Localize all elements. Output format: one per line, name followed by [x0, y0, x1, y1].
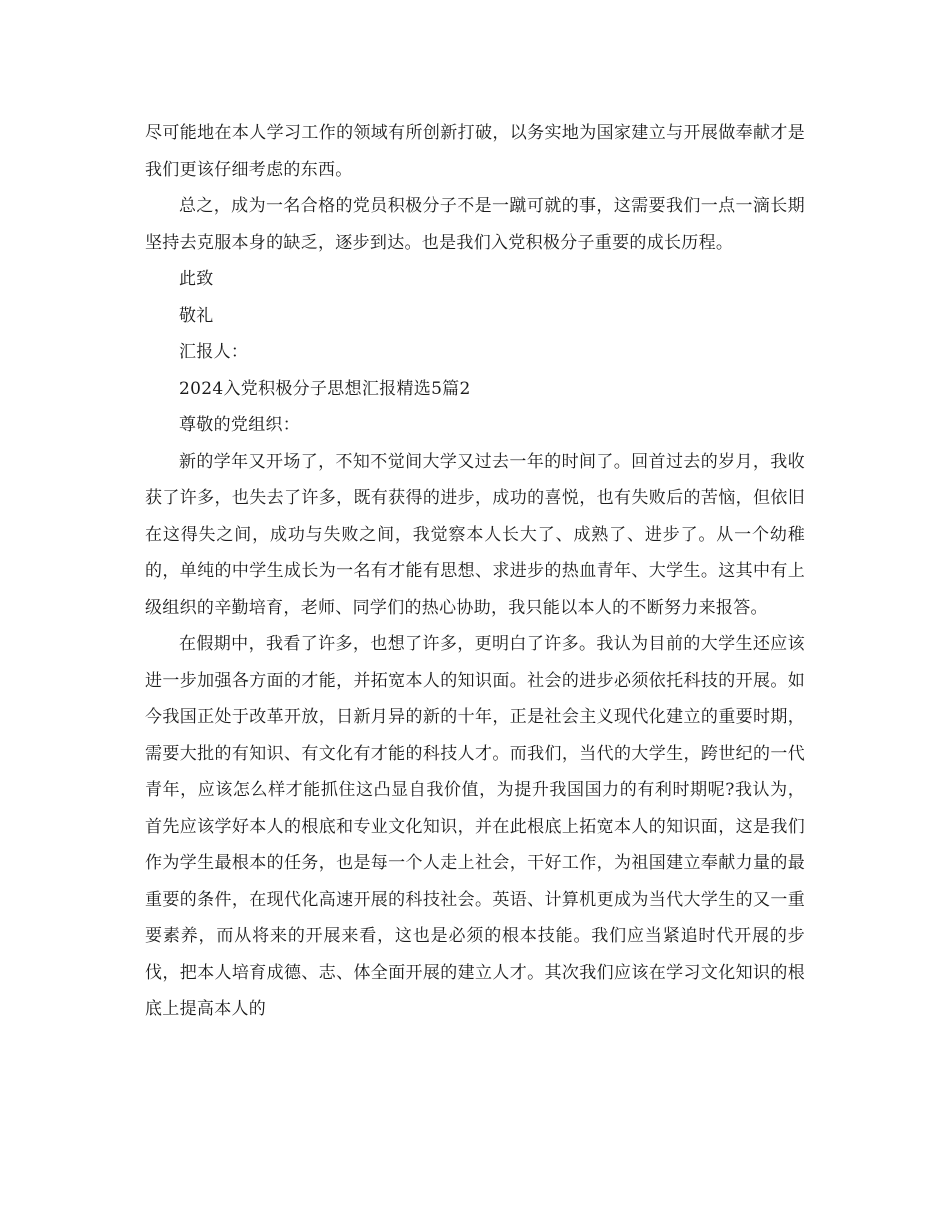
closing-salutation: 此致 [179, 269, 214, 289]
closing-regards: 敬礼 [179, 305, 214, 326]
section-title: 2024入党积极分子思想汇报精选5篇2 [179, 378, 471, 399]
document-body [145, 115, 805, 1028]
letter-greeting: 尊敬的党组织： [179, 415, 301, 435]
paragraph-body: 新的学年又开场了，不知不觉间大学又过去一年的时间了。回首过去的岁月，我收获了许多，也失去了许多，既有获得的进步，成功的喜悦，也有失败后的苦恼，但依旧在这得失之间，成功与失败之间，我觉察本人长大了、成熟了、进步了。从一个幼稚的，单纯的中学生成长为一名有才能有思想、求进步的热血青年、大学生。这其中有上级组织的辛勤培育，老师、同学们的热心协助，我只能以本人的不断努力来报答。 [145, 451, 805, 618]
paragraph-conclusion: 总之，成为一名合格的党员积极分子不是一蹴可就的事，这需要我们一点一滴长期坚持去克服本身的缺乏，逐步到达。也是我们入党积极分子重要的成长历程。 [145, 196, 805, 253]
reporter-label: 汇报人： [179, 342, 249, 362]
paragraph-continuation: 尽可能地在本人学习工作的领域有所创新打破，以务实地为国家建立与开展做奉献才是我们更该仔细考虑的东西。 [145, 123, 805, 180]
paragraph-body: 在假期中，我看了许多，也想了许多，更明白了许多。我认为目前的大学生还应该进一步加强各方面的才能，并拓宽本人的知识面。社会的进步必须依托科技的开展。如今我国正处于改革开放，日新月异的新的十年，正是社会主义现代化建立的重要时期，需要大批的有知识、有文化有才能的科技人才。而我们，当代的大学生，跨世纪的一代青年，应该怎么样才能抓住这凸显自我价值，为提升我国国力的有利时期呢?我认为，首先应该学好本人的根底和专业文化知识，并在此根底上拓宽本人的知识面，这是我们作为学生最根本的任务，也是每一个人走上社会，干好工作，为祖国建立奉献力量的最重要的条件，在现代化高速开展的科技社会。英语、计算机更成为当代大学生的又一重要素养，而从将来的开展来看，这也是必须的根本技能。我们应当紧追时代开展的步伐，把本人培育成德、志、体全面开展的建立人才。其次我们应该在学习文化知识的根底上提高本人的 [145, 634, 805, 1019]
